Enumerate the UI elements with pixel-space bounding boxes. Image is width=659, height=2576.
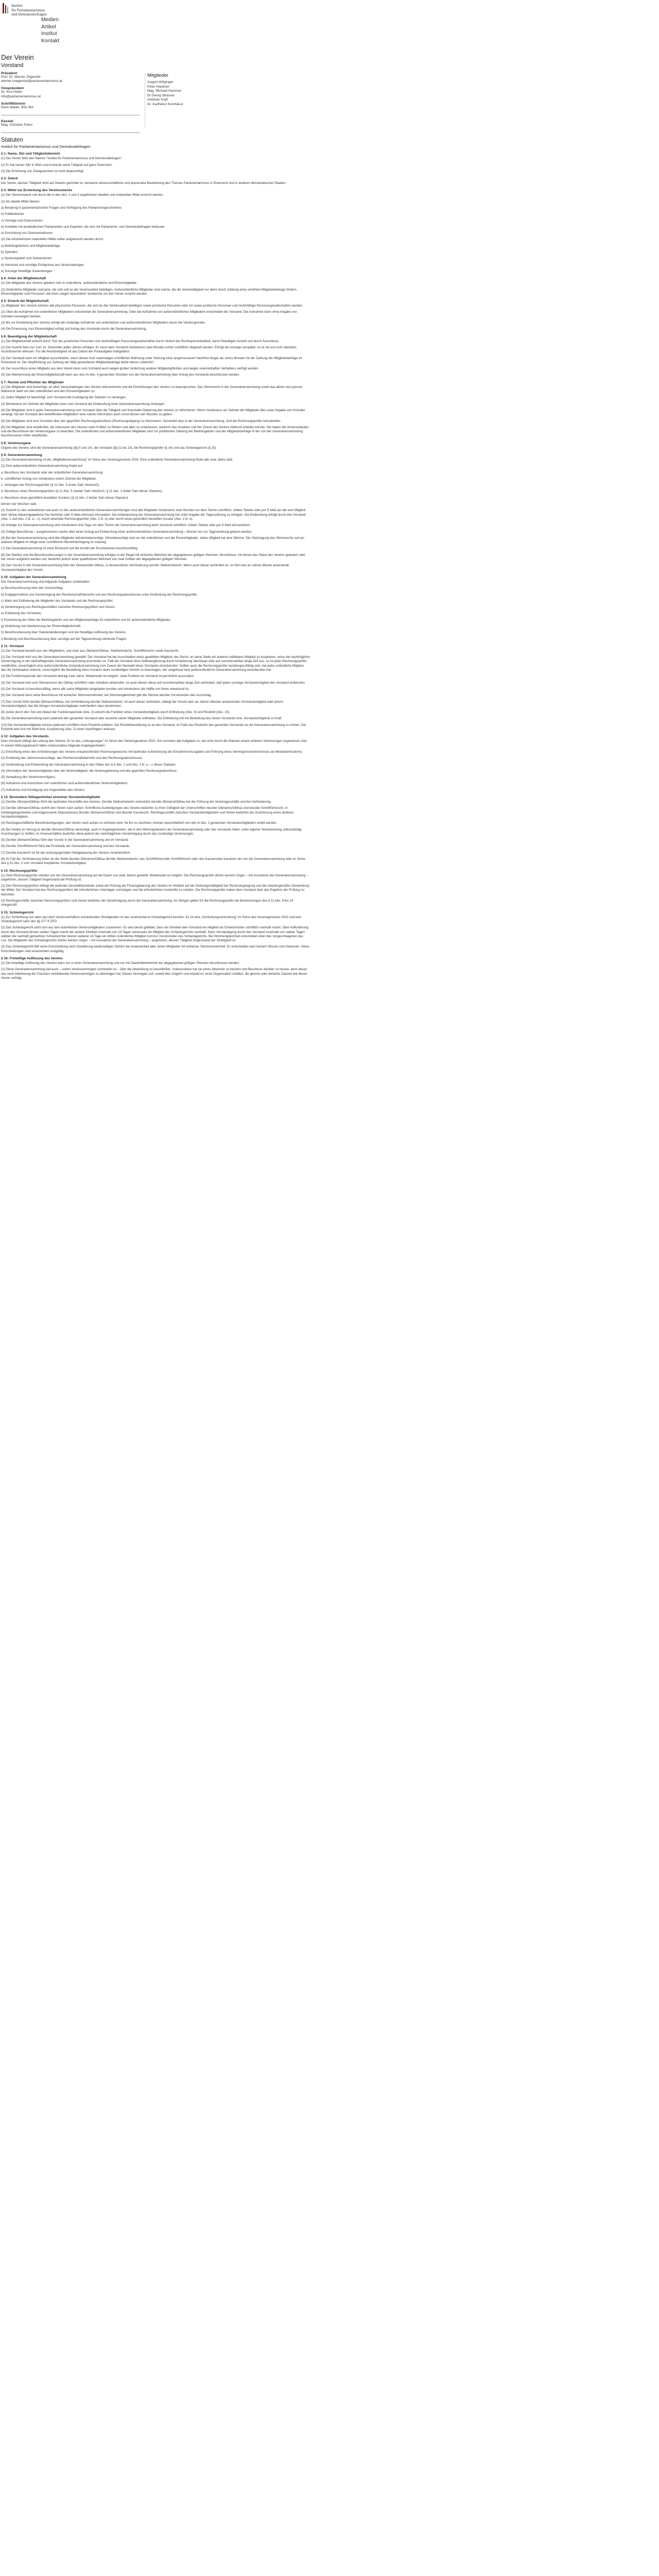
page-title: Der Verein <box>1 54 34 61</box>
mitglieder-column <box>145 73 209 127</box>
section-paragraph: h) Beschlussfassung über Statutenänderungen und die freiwillige Auflösung des Vereins; <box>1 631 126 635</box>
section-heading: § 5: Erwerb der Mitgliedschaft <box>1 299 49 303</box>
nav-item-medien[interactable]: Medien <box>41 17 59 23</box>
section-paragraph: i) Beratung und Beschlussfassung über sonstige auf der Tagesordnung stehende Fragen. <box>1 637 127 641</box>
section-paragraph: b) Spenden <box>1 250 18 255</box>
section-paragraph: (1) Die freiwillige Auflösung des Vereins kann nur in einer Generalversammlung und nur mit Zweidrittelmehrheit der abgegebenen gültigen Stimmen beschlossen werden. <box>1 961 240 965</box>
statuten-sections <box>1 152 310 980</box>
section-paragraph: (3) Die erforderlichen materiellen Mittel sollen aufgebracht werden durch <box>1 238 103 242</box>
section-paragraph: (3) Die Errichtung von Zweigvereinen ist nicht beabsichtigt. <box>1 169 84 173</box>
section-paragraph: (8) Im Fall der Verhinderung treten an die Stelle des/der Obmanns/Obfrau der/die Stellvertreter/in, des Schriftführers/der Schriftführerin oder des Kassiers/der Kassierin ein von der Generalversammlung oder im Sinne des § 11 Abs. 2 vom Vorstand kooptiertes Vorstandsmitglied. <box>1 857 305 866</box>
section-paragraph: (2) Er hat seinen Sitz in Wien und erstreckt seine Tätigkeit auf ganz Österreich. <box>1 163 113 167</box>
section-paragraph: (2) Eine außerordentliche Generalversammlung findet auf <box>1 464 82 468</box>
section-heading: § 3: Mittel zur Erreichung des Vereinszwecks <box>1 189 73 193</box>
section-paragraph: (2) Ordentliche Mitglieder sind jene, die sich voll an der Vereinsarbeit beteiligen. Außerordentliche Mitglieder sind solche, die die Vereinstätigkeit vor allem durch Zahlung eines erhöhten Mitgliedsbeitrags fördern. Ehrenmitglieder sind Personen, die hiezu wegen besonderer Verdienste um den Verein ernannt werden. <box>1 287 298 296</box>
vorstand-column <box>1 62 143 127</box>
section-paragraph: (2) Das Schiedsgericht setzt sich aus drei ordentlichen Vereinsmitgliedern zusammen. Es wird derart gebildet, dass ein Streitteil dem Vorstand ein Mitglied als Schiedsrichter schriftlich namhaft macht. Über Aufforderung durch den Vorstand binnen sieben Tagen macht der andere Streitteil innerhalb von 14 Tagen seinerseits ein Mitglied des Schiedsgerichts namhaft. Nach Verständigung durch den Vorstand innerhalb von sieben Tagen wählen die namhaft gemachten Schiedsrichter binnen weiterer 14 Tage ein drittes ordentliches Mitglied zum/zur Vorsitzenden des Schiedsgerichts. Bei Stimmengleichheit entscheidet unter den Vorgeschlagenen das Los. Die Mitglieder des Schiedsgerichts dürfen keinem Organ – mit Ausnahme der Generalversammlung – angehören, dessen Tätigkeit Gegenstand der Streitigkeit ist. <box>1 926 308 943</box>
section-paragraph: a) Beschlussfassung über den Voranschlag; <box>1 586 63 590</box>
section-paragraph: d. Beschluss eines Rechnungsprüfers (§ 21 Abs. 5 zweiter Satz VereinsG, § 11 Abs. 2 dritter Satz dieser Statuten), <box>1 489 163 494</box>
section-paragraph: (2) Über die Aufnahme von ordentlichen Mitgliedern entscheidet die Generalversammlung. Über die Aufnahme von außerordentlichen Mitgliedern entscheidet der Vorstand. Die Aufnahme kann ohne Angabe von Gründen verweigert werden. <box>1 310 297 318</box>
section-heading: § 15: Schiedsgericht <box>1 910 34 914</box>
person-email-link[interactable]: werner.zoegernitz@parlamentarismus.at <box>1 79 62 83</box>
role-label: Kassier <box>1 120 14 124</box>
nav-item-artikel[interactable]: Artikel <box>41 24 56 30</box>
vorstand-title: Vorstand <box>1 62 24 69</box>
section-paragraph: (6) Der Vorstand fasst seine Beschlüsse mit einfacher Stimmenmehrheit; bei Stimmengleichheit gibt die Stimme des/der Vorsitzenden den Ausschlag. <box>1 693 212 698</box>
section-paragraph: d) Honorare und sonstige Erträgnisse aus Veranstaltungen <box>1 263 84 267</box>
logo-text <box>11 4 47 17</box>
logo-mark-icon <box>2 3 9 13</box>
section-paragraph: (8) Die Wahlen und die Beschlussfassungen in der Generalversammlung erfolgen in der Regel mit einfacher Mehrheit der abgegebenen gültigen Stimmen. Beschlüsse, mit denen das Statut des Vereins geändert oder der Verein aufgelöst werden soll, bedürfen jedoch einer qualifizierten Mehrheit von zwei Dritteln der abgegebenen gültigen Stimmen. <box>1 553 306 562</box>
section-paragraph: (4) Anträge zur Generalversammlung sind mindestens drei Tage vor dem Termin der Generalversammlung beim Vorstand schriftlich, mittels Telefax oder per E-Mail einzureichen. <box>1 523 251 528</box>
section-heading: § 14: Rechnungsprüfer <box>1 869 38 873</box>
section-paragraph: (3) Vorbereitung und Einberufung der Generalversammlung in den Fällen des § 9 Abs. 1 und Abs. 2 lit. a – c dieser Statuten; <box>1 762 177 767</box>
section-paragraph: a) Beitrittsgebühren und Mitgliedsbeiträge <box>1 244 60 248</box>
section-paragraph: (2) Als ideelle Mittel dienen: <box>1 199 40 204</box>
section-paragraph: (7) Der/die Kassier/in ist für die ordnungsgemäße Geldgebarung des Vereins verantwortlich. <box>1 851 131 855</box>
section-paragraph: (3) Der Vorstand kann ein Mitglied ausschließen, wenn dieses trotz zweimaliger schriftlicher Mahnung unter Setzung einer angemessenen Nachfrist länger als sechs Monate mit der Zahlung der Mitgliedsbeiträge im Rückstand ist. Die Verpflichtung zur Zahlung der fällig gewordenen Mitgliedsbeiträge bleibt hievon unberührt. <box>1 356 303 364</box>
section-paragraph: c) Wahl und Enthebung der Mitglieder des Vorstands und der Rechnungsprüfer; <box>1 599 114 603</box>
section-heading: § 8: Vereinsorgane <box>1 441 31 445</box>
section-paragraph: (1) Die Generalversammlung ist die „Mitgliederversammlung" im Sinne des Vereinsgesetzes 2002. Eine ordentliche Generalversammlung findet alle zwei Jahre statt. <box>1 457 233 462</box>
section-heading: § 16: Freiwillige Auflösung des Vereins <box>1 957 63 961</box>
section-paragraph: f) Festsetzung der Höhe der Beitrittsgebühr und der Mitgliedsbeiträge für ordentliche und für außerordentliche Mitglieder; <box>1 618 171 622</box>
board-section <box>1 62 310 127</box>
section-paragraph: e. Beschluss eines gerichtlich bestellten Kurators (§ 11 Abs. 2 letzter Satz dieser Statuten) <box>1 496 128 500</box>
section-paragraph: (6) Aufnahme und Ausschluss von ordentlichen und außerordentlichen Vereinsmitgliedern; <box>1 782 128 786</box>
section-paragraph: (5) Der/die Obmann/Obfrau führt den Vorsitz in der Generalversammlung und im Vorstand. <box>1 838 129 842</box>
section-paragraph: (1) Zwei Rechnungsprüfer werden von der Generalversammlung auf die Dauer von zwei Jahren gewählt. Wiederwahl ist möglich. Die Rechnungsprüfer dürfen keinem Organ – mit Ausnahme der Generalversammlung – angehören, dessen Tätigkeit Gegenstand der Prüfung ist. <box>1 873 308 882</box>
section-paragraph: b) Publikationen <box>1 212 24 216</box>
role-label: Vizepräsident <box>1 87 24 91</box>
statuten-subtitle: Institut für Parlamentarismus und Demokratiefragen <box>1 144 91 149</box>
logo-line-1: Institut <box>11 3 23 8</box>
section-paragraph: (3) Mindestens ein Zehntel der Mitglieder kann vom Vorstand die Einberufung einer Generalversammlung verlangen. <box>1 402 166 406</box>
section-heading: § 4: Arten der Mitgliedschaft <box>1 277 46 281</box>
section-paragraph: (4) Der Vorstand wird vom Obmann/von der Obfrau schriftlich oder mündlich einberufen. Ist auch dieser/ diese auf unvorhersehbar lange Zeit verhindert, darf jedes sonstige Vorstandsmitglied den Vorstand einberufen. <box>1 681 306 685</box>
list-item: Peter Haubner <box>147 84 169 89</box>
section-paragraph: (4) Information der Vereinsmitglieder über die Vereinstätigkeit, die Vereinsgebarung und den geprüften Rechnungsabschluss; <box>1 769 178 773</box>
role-label: Präsident <box>1 72 17 75</box>
section-paragraph: (7) Die Generalversammlung ist ohne Rücksicht auf die Anzahl der Erschienenen beschlussfähig. <box>1 547 138 551</box>
section-paragraph: (1) Die Mitglieder des Vereins gliedern sich in ordentliche, außerordentliche und Ehrenmitglieder. <box>1 281 137 285</box>
section-paragraph: c) Vorträge und Diskussionen <box>1 218 43 223</box>
section-paragraph: (2) Diese Generalversammlung hat auch – sofern Vereinsvermögen vorhanden ist – über die Abwicklung zu beschließen. Insbesondere hat sie einen Abwickler zu berufen und Beschluss darüber zu fassen, wem dieser das nach Abdeckung der Passiven verbleibende Vereinsvermögen zu übertragen hat. Dieses Vermögen soll, soweit dies möglich und erlaubt ist, einer Organisation zufallen, die gleiche oder ähnliche Zwecke wie dieser Verein verfolgt. <box>1 968 307 980</box>
section-paragraph: (3) Rechtsgeschäfte zwischen Rechnungsprüfern und Verein bedürfen der Genehmigung durch die Generalversammlung. Im Übrigen gelten für die Rechnungsprüfer die Bestimmungen des § 11 Abs. 8 bis 10 sinngemäß. <box>1 899 293 907</box>
section-paragraph: (6) Der/die Schriftführer/in führt die Protokolle der Generalversammlung und des Vorstands. <box>1 844 130 849</box>
section-paragraph: Organe des Vereins sind die Generalversammlung (§§ 9 und 10), der Vorstand (§§ 11 bis 13), die Rechnungsprüfer (§ 14) und das Schiedsgericht (§ 15). <box>1 446 217 450</box>
section-paragraph: (2) Der/die Obmann/Obfrau vertritt den Verein nach außen. Schriftliche Ausfertigungen des Vereins bedürfen zu ihrer Gültigkeit der Unterschriften des/der Obmanns/Obfrau und des/der Schriftführers/in, in Geldangelegenheiten (vermögenswerte Dispositionen) des/der Obmanns/Obfrau und des/der Kassiers/in. Rechtsgeschäfte zwischen Vorstandsmitgliedern und Verein bedürfen der Zustimmung eines anderen Vorstandsmitglieds. <box>1 806 294 819</box>
section-paragraph: d) Kontakte mit ausländischen Parlamenten und Experten, die sich mit Parlaments- und Demokratiefragen befassen <box>1 225 165 229</box>
section-paragraph: e) Einrichtung von Dokumentationen <box>1 231 53 235</box>
section-paragraph: (1) Zur Schlichtung von allen aus dem Vereinsverhältnis entstehenden Streitigkeiten ist das vereinsinterne Schiedsgericht berufen. Es ist eine „Schlichtungseinrichtung" im Sinne des Vereinsgesetzes 2002 und kein Schiedsgericht nach den §§ 577 ff ZPO. <box>1 915 302 923</box>
section-paragraph: g) Verleihung und Aberkennung der Ehrenmitgliedschaft; <box>1 624 81 628</box>
section-paragraph: d) Genehmigung von Rechtsgeschäften zwischen Rechnungsprüfern und Verein; <box>1 605 115 609</box>
section-paragraph: (9) Die Generalversammlung kann jederzeit den gesamten Vorstand oder einzelne seiner Mitglieder entheben. Die Enthebung tritt mit Bestellung des neuen Vorstands bzw. Vorstandsmitglieds in Kraft. <box>1 717 283 721</box>
section-paragraph: Dem Vorstand obliegt die Leitung des Vereins. Er ist das „Leitungsorgan" im Sinne des Vereinsgesetzes 2002. Ihm kommen alle Aufgaben zu, die nicht durch die Statuten einem anderen Vereinsorgan zugewiesen sind. In seinen Wirkungsbereich fallen insbesondere folgende Angelegenheiten: <box>1 739 308 748</box>
section-paragraph: (4) Die Ernennung zum Ehrenmitglied erfolgt auf Antrag des Vorstands durch die Generalversammlung. <box>1 327 147 331</box>
section-paragraph: (1) Der Verein führt den Namen "Institut für Parlamentarismus und Demokratiefragen". <box>1 157 123 161</box>
divider <box>1 132 140 133</box>
section-paragraph: (3) Sowohl zu den ordentlichen wie auch zu den außerordentlichen Generalversammlungen sind alle Mitglieder mindestens zwei Wochen vor dem Termin schriftlich, mittels Telefax oder per E-Mail (an die vom Mitglied dem Verein bekanntgegebene Fax-Nummer oder E-Mail-Adresse) einzuladen. Die Anberaumung der Generalversammlung hat unter Angabe der Tagesordnung zu erfolgen. Die Einberufung erfolgt durch den Vorstand (Abs. 1 und Abs. 2 lit. a – c), durch einen/die Rechnungsprüfer (Abs. 2 lit. d) oder durch einen gerichtlich bestellten Kurator (Abs. 2 lit. e). <box>1 509 306 521</box>
statuten-title: Statuten <box>1 137 23 144</box>
person-name: Mag. Christian Pokur <box>1 123 33 127</box>
section-paragraph: (5) Der Vorstand ist beschlussfähig, wenn alle seine Mitglieder eingeladen wurden und mindestens die Hälfte von ihnen anwesend ist. <box>1 687 189 691</box>
section-paragraph: (1) Einrichtung eines den Anforderungen des Vereins entsprechenden Rechnungswesens mit laufender Aufzeichnung der Einnahmen/Ausgaben und Führung eines Vermögensverzeichnisses als Mindesterfordernis; <box>1 750 303 754</box>
section-heading: § 12: Aufgaben des Vorstands <box>1 735 49 739</box>
section-paragraph: (3) Das Schiedsgericht fällt seine Entscheidung nach Gewährung beiderseitigen Gehörs bei Anwesenheit aller seiner Mitglieder mit einfacher Stimmenmehrheit. Es entscheidet nach bestem Wissen und Gewissen. Seine Entscheidungen sind vereinsintern endgültig. <box>1 945 309 953</box>
section-paragraph: b. schriftlichen Antrag von mindestens einem Zehntel der Mitglieder, <box>1 477 97 481</box>
section-paragraph: (6) Die Mitglieder sind verpflichtet, die Interessen des Vereins nach Kräften zu fördern und alles zu unterlassen, wodurch das Ansehen und der Zweck des Vereins Abbruch erleiden könnte. Sie haben die Vereinsstatuten und die Beschlüsse der Vereinsorgane zu beachten. Die ordentlichen und außerordentlichen Mitglieder sind zur pünktlichen Zahlung der Beitrittsgebühr und der Mitgliedsbeiträge in der von der Generalversammlung beschlossenen Höhe verpflichtet. <box>1 425 309 438</box>
section-paragraph: (5) Die Aberkennung der Ehrenmitgliedschaft kann aus den im Abs. 4 genannten Gründen von der Generalversammlung über Antrag des Vorstands beschlossen werden. <box>1 373 240 377</box>
site-header <box>1 0 310 17</box>
section-paragraph: (8) Außer durch den Tod und Ablauf der Funktionsperiode (Abs. 3) erlischt die Funktion eines Vorstandsmitglieds durch Enthebung (Abs. 9) und Rücktritt (Abs. 10). <box>1 710 230 715</box>
section-heading: § 9: Generalversammlung <box>1 453 42 457</box>
section-paragraph: (6) Bei der Generalversammlung sind alle Mitglieder teilnahmeberechtigt. Stimmberechtigt sind nur die ordentlichen und die Ehrenmitglieder. Jedes Mitglied hat eine Stimme. Die Übertragung des Stimmrechts auf ein anderes Mitglied im Wege einer schriftlichen Bevollmächtigung ist zulässig. <box>1 536 304 545</box>
section-paragraph: (2) Den Rechnungsprüfern obliegt die laufende Geschäftskontrolle sowie die Prüfung der Finanzgebarung des Vereins im Hinblick auf die Ordnungsmäßigkeit der Rechnungslegung und die statutengemäße Verwendung der Mittel. Der Vorstand hat den Rechnungsprüfern die erforderlichen Unterlagen vorzulegen und die erforderlichen Auskünfte zu erteilen. Die Rechnungsprüfer haben dem Vorstand über das Ergebnis der Prüfung zu berichten. <box>1 884 309 896</box>
section-paragraph: (4) Bei Gefahr im Verzug ist der/die Obmann/Obfrau berechtigt, auch in Angelegenheiten, die in den Wirkungsbereich der Generalversammlung oder des Vorstands fallen, unter eigener Verantwortung selbstständig Anordnungen zu treffen; im Innenverhältnis bedürfen diese jedoch der nachträglichen Genehmigung durch das zuständige Vereinsorgan. <box>1 827 302 836</box>
person-name: Karin Mader, BSc MA <box>1 105 34 109</box>
main-nav <box>41 16 59 44</box>
person-name: Dr. Kurt Heller <box>1 90 23 94</box>
section-paragraph: b) Entgegennahme und Genehmigung des Rechenschaftsberichts und des Rechnungsabschlusses unter Einbindung der Rechnungsprüfer; <box>1 592 198 597</box>
section-paragraph: (4) Der Ausschluss eines Mitglieds aus dem Verein kann vom Vorstand auch wegen grober Verletzung anderer Mitgliedspflichten und wegen unehrenhaften Verhaltens verfügt werden. <box>1 367 259 371</box>
section-heading: § 2: Zweck <box>1 177 18 181</box>
section-heading: § 11: Vorstand <box>1 644 24 648</box>
section-paragraph: (2) Der Vorstand wird von der Generalversammlung gewählt. Der Vorstand hat bei Ausscheiden eines gewählten Mitglieds das Recht, an seine Stelle ein anderes wählbares Mitglied zu kooptieren, wozu die nachträgliche Genehmigung in der nächstfolgenden Generalversammlung einzuholen ist. Fällt der Vorstand ohne Selbstergänzung durch Kooptierung überhaupt oder auf unvorhersehbar lange Zeit aus, so ist jeder Rechnungsprüfer verpflichtet, unverzüglich eine außerordentliche Generalversammlung zum Zweck der Neuwahl eines Vorstands einzuberufen. Sollten auch die Rechnungsprüfer handlungsunfähig sein, hat jedes ordentliche Mitglied, das die Notsituation erkennt, unverzüglich die Bestellung eines Kurators beim zuständigen Gericht zu beantragen, der umgehend eine außerordentliche Generalversammlung einzuberufen hat. <box>1 655 310 672</box>
section-paragraph: (2) Erstellung des Jahresvoranschlags, des Rechenschaftsberichts und des Rechnungsabschlusses; <box>1 756 143 760</box>
section-paragraph: a) Beratung in parlamentarischen Fragen und Verfolgung des Parlamentsgeschehens <box>1 206 122 210</box>
logo-line-2: für Parlamentarismus <box>11 7 45 12</box>
section-paragraph: (10) Die Vorstandsmitglieder können jederzeit schriftlich ihren Rücktritt erklären. Die Rücktrittserklärung ist an den Vorstand, im Falle des Rücktritts des gesamten Vorstands an die Generalversammlung zu richten. Der Rücktritt wird erst mit Wahl bzw. Kooptierung (Abs. 2) eines Nachfolgers wirksam. <box>1 723 306 732</box>
section-paragraph: c) Sponsorgelder und Subventionen <box>1 257 52 261</box>
section-heading: § 1: Name, Sitz und Tätigkeitsbereich <box>1 152 60 156</box>
section-paragraph: (9) Den Vorsitz in der Generalversammlung führt der Obmann/die Obfrau, in dessen/deren Verhinderung sein/ihr Stellvertreter/in. Wenn auch dieser verhindert ist, so führt das an Jahren älteste anwesende Vorstandsmitglied den Vorsitz. <box>1 564 289 572</box>
section-paragraph: (1) Der Vereinszweck soll durch die in den Abs. 2 und 3 angeführten ideellen und materiellen Mittel erreicht werden. <box>1 193 164 197</box>
site-logo[interactable] <box>2 3 47 17</box>
section-paragraph: (1) Der Vorstand besteht aus vier Mitgliedern, und zwar aus Obmann/Obfrau, Stellvertreter/in, Schriftführer/in sowie Kassier/in. <box>1 649 179 653</box>
section-paragraph: Der Verein, dessen Tätigkeit nicht auf Gewinn gerichtet ist, bezweckt wissenschaftliche und praxisnahe Bearbeitung des Themas Parlamentarismus in Österreich und in anderen demokratischen Staaten. <box>1 181 287 185</box>
section-heading: § 10: Aufgaben der Generalversammlung <box>1 575 66 579</box>
section-paragraph: (7) Aufnahme und Kündigung von Angestellten des Vereins. <box>1 788 85 792</box>
person-email-link[interactable]: info@parlamentarismus.at <box>1 94 41 98</box>
nav-item-institut[interactable]: Institut <box>41 31 57 37</box>
list-item: Dr. Karlheinz Kornhäusl <box>147 102 183 106</box>
section-heading: § 6: Beendigung der Mitgliedschaft <box>1 334 57 338</box>
section-paragraph: (3) Rechtsgeschäftliche Bevollmächtigungen, den Verein nach außen zu vertreten bzw. für ihn zu zeichnen, können ausschließlich von den in Abs. 2 genannten Vorstandsmitgliedern erteilt werden. <box>1 821 278 825</box>
section-paragraph: (5) Gültige Beschlüsse – ausgenommen solche über einen Antrag auf Einberufung einer außerordentlichen Generalversammlung – können nur zur Tagesordnung gefasst werden. <box>1 530 252 534</box>
list-item: August Wöginger <box>147 80 174 84</box>
logo-line-3: und Demokratiefragen <box>11 12 47 17</box>
main-content <box>1 54 310 982</box>
section-paragraph: (3) Bis zur Entstehung des Vereins erfolgt die vorläufige Aufnahme von ordentlichen und außerordentlichen Mitgliedern durch die Vereinsgründer. <box>1 321 206 325</box>
section-paragraph: (2) Jedes Mitglied ist berechtigt, vom Vorstand die Ausfolgung der Statuten zu verlangen. <box>1 396 127 400</box>
section-paragraph: (4) Die Mitglieder sind in jeder Generalversammlung vom Vorstand über die Tätigkeit und finanzielle Gebarung des Vereins zu informieren. Wenn mindestens ein Zehntel der Mitglieder dies unter Angabe von Gründen verlangt, hat der Vorstand den betreffenden Mitgliedern eine solche Information auch sonst binnen vier Wochen zu geben. <box>1 408 305 417</box>
mitglieder-title: Mitglieder <box>147 73 169 78</box>
section-paragraph: (1) Der/die Obmann/Obfrau führt die laufenden Geschäfte des Vereins. Der/die Stellvertreter/in unterstützt den/die Obmann/Obfrau bei der Führung der Vereinsgeschäfte und bei Verhinderung. <box>1 800 272 804</box>
section-paragraph: binnen vier Wochen statt. <box>1 502 37 506</box>
section-paragraph: e) Entlastung des Vorstands; <box>1 612 42 616</box>
section-heading: § 7: Rechte und Pflichten der Mitglieder <box>1 380 64 384</box>
section-paragraph: e) Sonstige freiwillige Zuwendungen <box>1 269 53 273</box>
section-paragraph: (3) Die Funktionsperiode des Vorstands beträgt zwei Jahre; Wiederwahl ist möglich. Jede Funktion im Vorstand ist persönlich auszuüben. <box>1 674 195 679</box>
section-paragraph: (1) Die Mitgliedschaft erlischt durch Tod, bei juristischen Personen und rechtsfähigen Personengesellschaften durch Verlust der Rechtspersönlichkeit, durch freiwilligen Austritt und durch Ausschluss. <box>1 339 280 343</box>
section-paragraph: (2) Der Austritt kann nur zum 31. Dezember jedes Jahres erfolgen. Er muss dem Vorstand mindestens zwei Monate vorher schriftlich mitgeteilt werden. Erfolgt die Anzeige verspätet, so ist sie erst zum nächsten Austrittstermin wirksam. Für die Rechtzeitigkeit ist das Datum der Postaufgabe maßgeblich. <box>1 345 297 354</box>
section-paragraph: (1) Die Mitglieder sind berechtigt, an allen Veranstaltungen des Vereins teilzunehmen und die Einrichtungen des Vereins zu beanspruchen. Das Stimmrecht in der Generalversammlung sowie das aktive und passive Wahlrecht steht nur den ordentlichen und den Ehrenmitgliedern zu. <box>1 385 303 394</box>
list-item: DI Georg Strasser <box>147 93 175 97</box>
list-item: Mag. Michael Hammer <box>147 89 182 93</box>
section-heading: § 13: Besondere Obliegenheiten einzelner Vorstandsmitglieder <box>1 795 101 800</box>
section-paragraph: (5) Die Mitglieder sind vom Vorstand über den geprüften Rechnungsabschluss (Rechnungslegung) zu informieren. Geschieht dies in der Generalversammlung, sind die Rechnungsprüfer einzubinden. <box>1 419 282 423</box>
section-paragraph: Der Generalversammlung sind folgende Aufgaben vorbehalten: <box>1 580 91 584</box>
section-paragraph: c. Verlangen der Rechnungsprüfer (§ 21 Abs. 5 erster Satz VereinsG), <box>1 483 100 487</box>
list-item: Andreas Kopf <box>147 98 168 102</box>
nav-item-kontakt[interactable]: Kontakt <box>41 38 60 44</box>
person-name: Prof. Dr. Werner Zögernitz <box>1 75 41 79</box>
section-paragraph: (7) Den Vorsitz führt der/die Obmann/Obfrau, bei Verhinderung der/die Stellvertreter/in. Ist auch dieser verhindert, obliegt der Vorsitz dem an Jahren ältesten anwesenden Vorstandsmitglied oder jenem Vorstandsmitglied, das die übrigen Vorstandsmitglieder mehrheitlich dazu bestimmen. <box>1 700 283 708</box>
section-paragraph: (5) Verwaltung des Vereinsvermögens; <box>1 775 56 779</box>
section-paragraph: a. Beschluss des Vorstands oder der ordentlichen Generalversammlung, <box>1 470 103 474</box>
section-paragraph: (1) Mitglieder des Vereins können alle physischen Personen, die sich an der Vereinsarbeit beteiligen sowie juristische Personen oder Art sowie juristische Personen und rechtsfähige Personengesellschaften werden. <box>1 304 303 308</box>
role-label: Schriftführerin <box>1 101 26 106</box>
mitglieder-list <box>147 80 209 107</box>
